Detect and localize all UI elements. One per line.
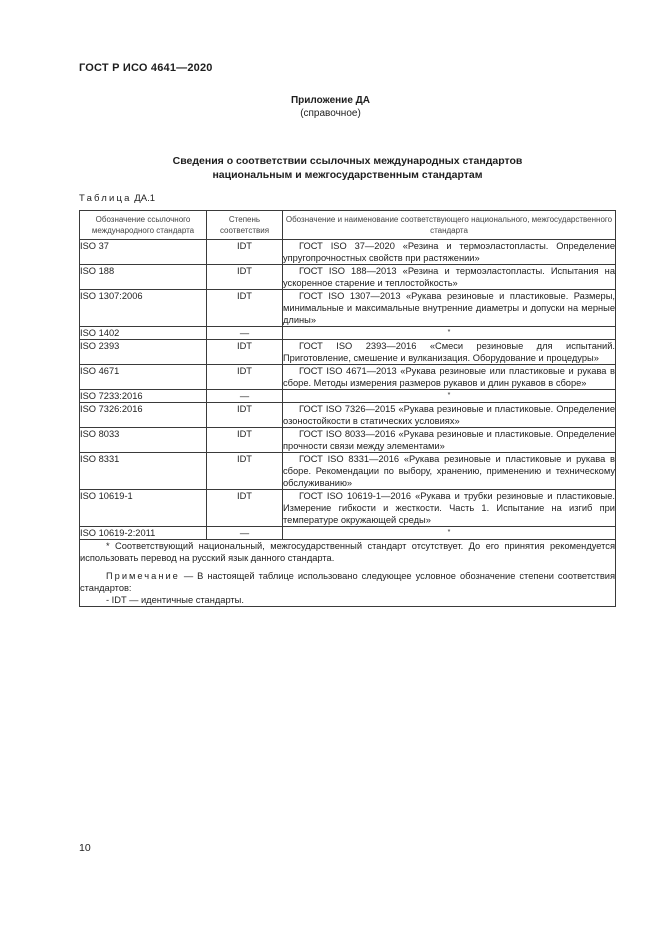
national-standard-text: ГОСТ ISO 4671—2013 «Рукава резиновые или пластиковые и рукава в сборе. Методы измерения размеров рукавов и длин рукавов в сборе» <box>283 366 615 388</box>
national-standard-name <box>283 453 616 490</box>
page-number: 10 <box>79 842 91 854</box>
document-header: ГОСТ Р ИСО 4641—2020 <box>79 62 213 74</box>
national-standard-text: ГОСТ ISO 8331—2016 «Рукава резиновые и пластиковые и рукава в сборе. Рекомендации по выбору, хранению, применению и техническому обслуживанию» <box>283 454 615 488</box>
table-row <box>80 453 616 490</box>
degree-of-correspondence: IDT <box>207 340 283 365</box>
header-international-standard: Обозначение ссылочного международного стандарта <box>80 211 207 240</box>
note-item: - IDT — идентичные стандарты. <box>106 595 244 605</box>
section-title-line1: Сведения о соответствии ссылочных международных стандартов <box>172 155 523 167</box>
national-standard-text: ГОСТ ISO 2393—2016 «Смеси резиновые для испытаний. Приготовление, смешение и вулканизация. Оборудование и процедуры» <box>283 341 615 363</box>
table-row <box>80 240 616 265</box>
table-row <box>80 265 616 290</box>
national-standard-name <box>283 240 616 265</box>
header-national-standard: Обозначение и наименование соответствующего национального, межгосударственного стандарта <box>283 211 616 240</box>
section-title <box>80 154 615 182</box>
international-standard-code: ISO 1307:2006 <box>80 290 207 327</box>
degree-of-correspondence: IDT <box>207 240 283 265</box>
table-row <box>80 527 616 540</box>
table-row <box>80 490 616 527</box>
appendix-title: Приложение ДА <box>290 95 371 106</box>
note <box>80 570 615 594</box>
notes-cell <box>80 540 616 607</box>
section-title-line2: национальным и межгосударственным стандартам <box>212 169 483 181</box>
international-standard-code: ISO 7326:2016 <box>80 403 207 428</box>
international-standard-code: ISO 4671 <box>80 365 207 390</box>
degree-of-correspondence: IDT <box>207 290 283 327</box>
degree-of-correspondence: — <box>207 327 283 340</box>
national-standard-name <box>283 403 616 428</box>
national-standard-name <box>283 290 616 327</box>
degree-of-correspondence: IDT <box>207 453 283 490</box>
international-standard-code: ISO 2393 <box>80 340 207 365</box>
national-standard-name <box>283 340 616 365</box>
table-row <box>80 365 616 390</box>
international-standard-code: ISO 1402 <box>80 327 207 340</box>
national-standard-name <box>283 428 616 453</box>
international-standard-code: ISO 37 <box>80 240 207 265</box>
degree-of-correspondence: — <box>207 390 283 403</box>
appendix-heading <box>0 94 661 120</box>
note-label: Примечание <box>106 571 180 581</box>
appendix-subtitle: (справочное) <box>300 108 361 119</box>
national-standard-name <box>283 365 616 390</box>
international-standard-code: ISO 7233:2016 <box>80 390 207 403</box>
degree-of-correspondence: IDT <box>207 365 283 390</box>
notes-row <box>80 540 616 607</box>
table-label-number: ДА.1 <box>134 193 155 204</box>
international-standard-code: ISO 188 <box>80 265 207 290</box>
table-header-row <box>80 211 616 240</box>
degree-of-correspondence: IDT <box>207 403 283 428</box>
table-row <box>80 428 616 453</box>
absent-standard-mark: * <box>283 327 616 340</box>
table-row <box>80 340 616 365</box>
international-standard-code: ISO 10619-2:2011 <box>80 527 207 540</box>
national-standard-text: ГОСТ ISO 7326—2015 «Рукава резиновые и пластиковые. Определение озоностойкости в статических условиях» <box>283 404 615 426</box>
degree-of-correspondence: IDT <box>207 265 283 290</box>
degree-of-correspondence: — <box>207 527 283 540</box>
table-row <box>80 290 616 327</box>
national-standard-text: ГОСТ ISO 37—2020 «Резина и термоэластопласты. Определение упругопрочностных свойств при растяжении» <box>283 241 615 263</box>
national-standard-text: ГОСТ ISO 188—2013 «Резина и термоэластопласты. Испытания на ускоренное старение и теплостойкость» <box>283 266 615 288</box>
footnote <box>80 540 615 564</box>
header-degree: Степень соответствия <box>207 211 283 240</box>
table-label-word: Таблица <box>79 193 132 204</box>
table-row <box>80 403 616 428</box>
national-standard-text: ГОСТ ISO 1307—2013 «Рукава резиновые и пластиковые. Размеры, минимальные и максимальные внутренние диаметры и допуски на мерные длины» <box>283 291 615 325</box>
table-label <box>79 193 155 204</box>
absent-standard-mark: * <box>283 527 616 540</box>
international-standard-code: ISO 8331 <box>80 453 207 490</box>
note-text: — В настоящей таблице использовано следующее условное обозначение степени соответствия стандартов: <box>80 571 615 593</box>
table-row <box>80 390 616 403</box>
footnote-text: * Соответствующий национальный, межгосударственный стандарт отсутствует. До его принятия рекомендуется использовать перевод на русский язык данного стандарта. <box>80 541 615 563</box>
correspondence-table <box>79 210 616 607</box>
national-standard-text: ГОСТ ISO 8033—2016 «Рукава резиновые и пластиковые. Определение прочности связи между элементами» <box>283 429 615 451</box>
degree-of-correspondence: IDT <box>207 428 283 453</box>
national-standard-name <box>283 490 616 527</box>
national-standard-text: ГОСТ ISO 10619-1—2016 «Рукава и трубки резиновые и пластиковые. Измерение гибкости и жесткости. Часть 1. Испытание на изгиб при температуре окружающей среды» <box>283 491 615 525</box>
international-standard-code: ISO 10619-1 <box>80 490 207 527</box>
table-row <box>80 327 616 340</box>
national-standard-name <box>283 265 616 290</box>
absent-standard-mark: * <box>283 390 616 403</box>
degree-of-correspondence: IDT <box>207 490 283 527</box>
international-standard-code: ISO 8033 <box>80 428 207 453</box>
